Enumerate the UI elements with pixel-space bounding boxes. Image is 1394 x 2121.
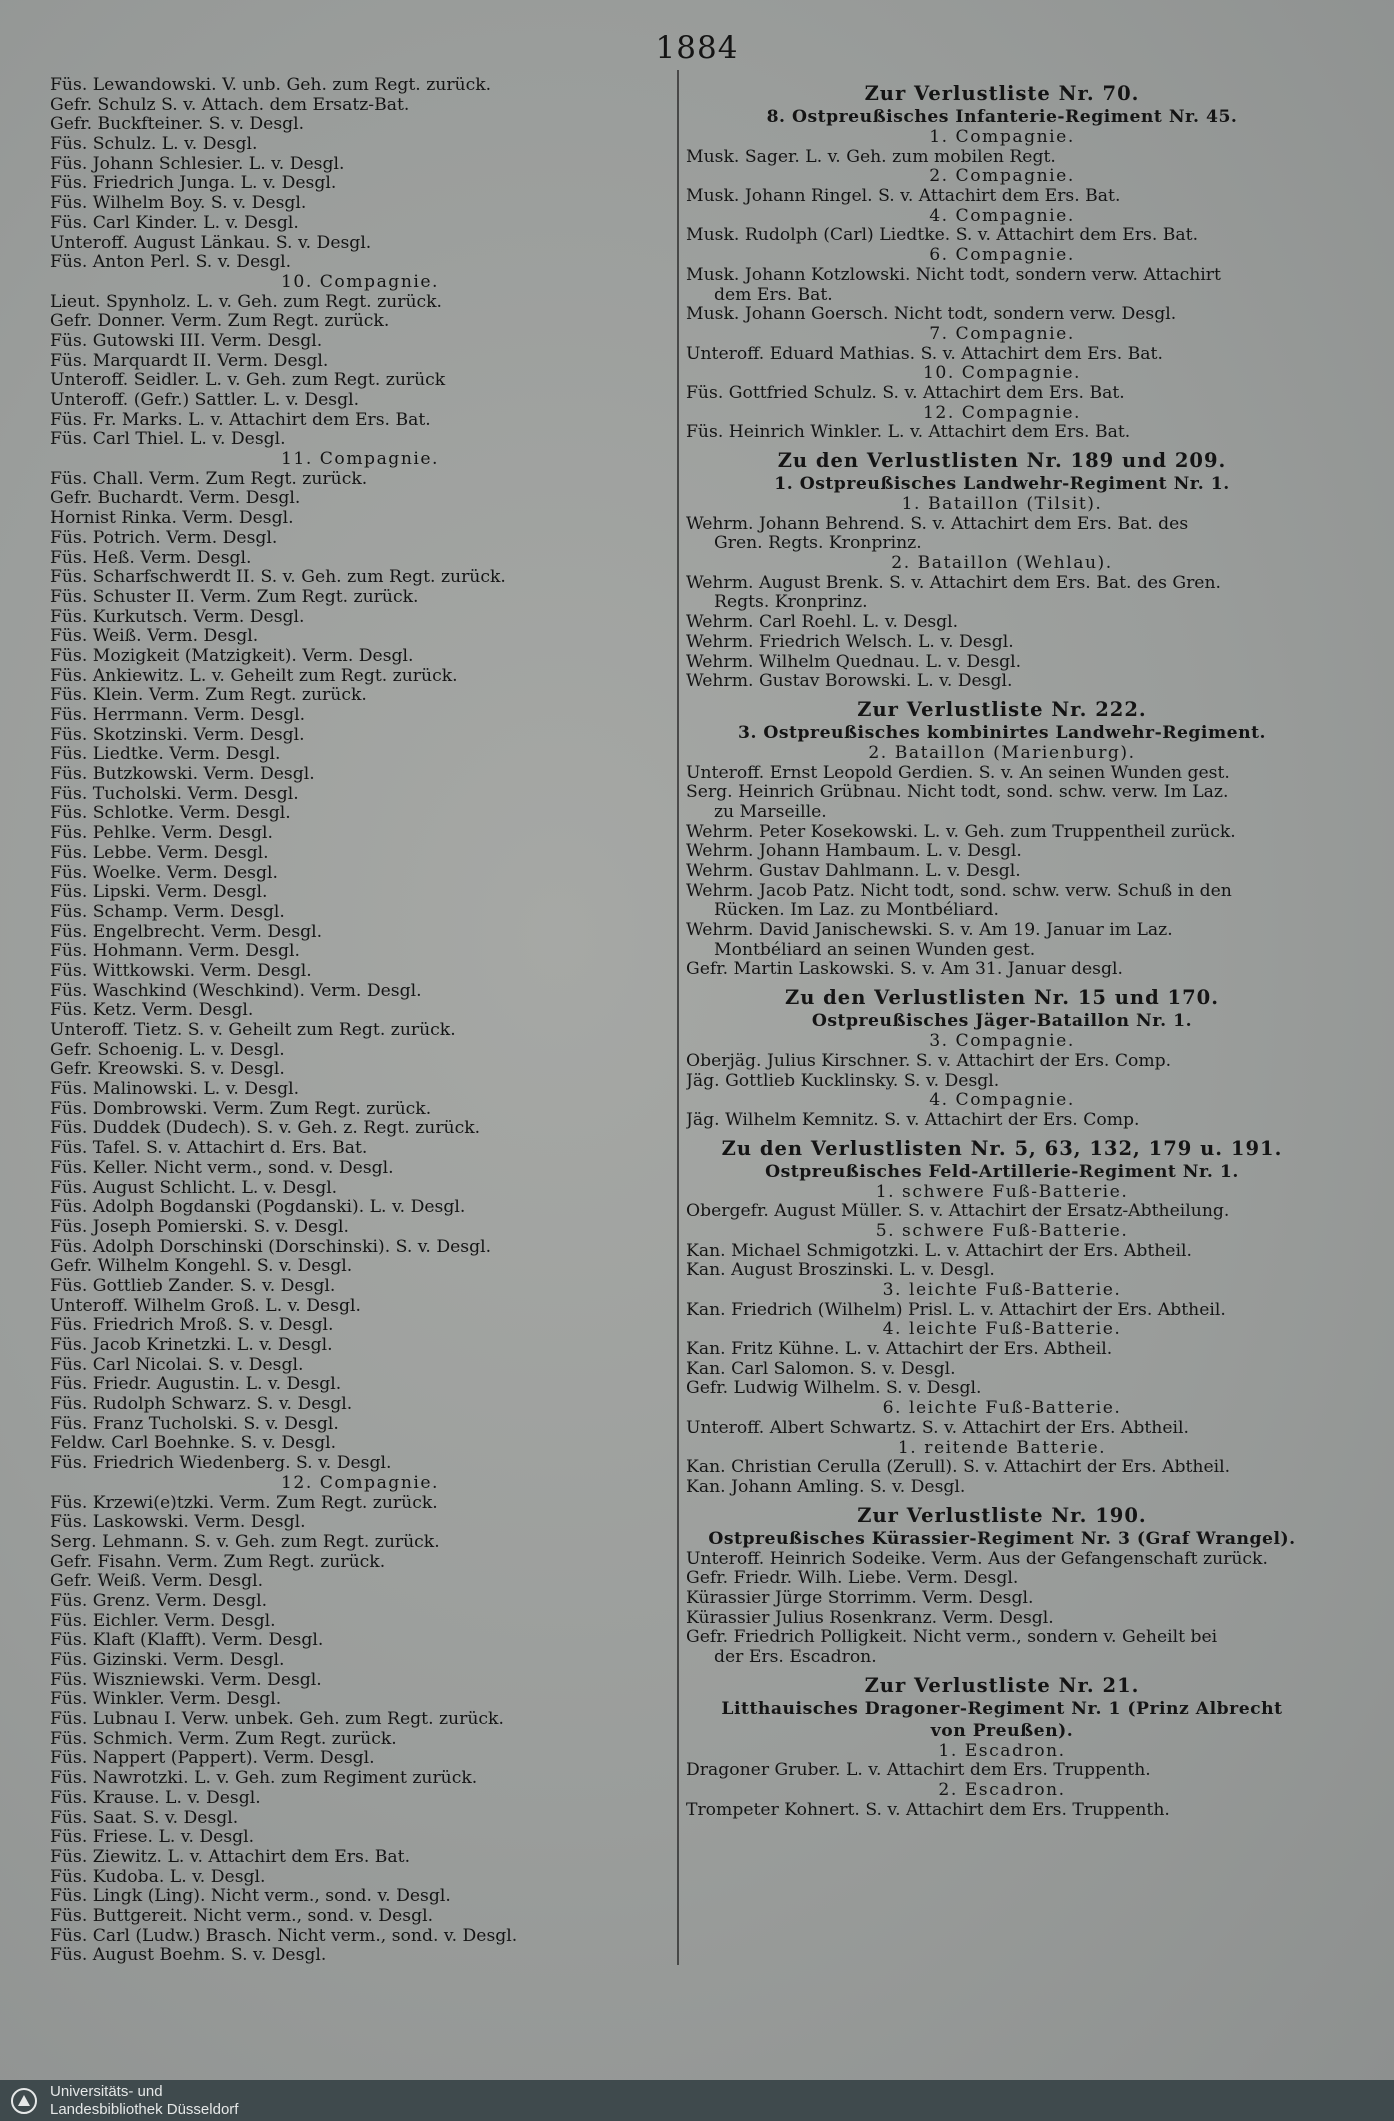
footer-library-name <box>50 2083 238 2119</box>
casualty-entry: Füs. Woelke. Verm. Desgl. <box>50 863 278 883</box>
casualty-entry: Füs. Heß. Verm. Desgl. <box>50 548 252 568</box>
casualty-entry: Füs. Dombrowski. Verm. Zum Regt. zurück. <box>50 1099 432 1119</box>
casualty-entry: Füs. Ketz. Verm. Desgl. <box>50 1001 254 1021</box>
unit-heading: 6. Compagnie. <box>929 246 1075 266</box>
unit-heading: 3. leichte Fuß-Batterie. <box>882 1281 1122 1300</box>
casualty-entry: Musk. Johann Ringel. S. v. Attachirt dem Ers. Bat. <box>686 187 1121 207</box>
casualty-entry: Wehrm. Wilhelm Quednau. L. v. Desgl. <box>686 652 1022 672</box>
casualty-entry: Füs. Skotzinski. Verm. Desgl. <box>50 725 305 745</box>
casualty-entry: Füs. Kurkutsch. Verm. Desgl. <box>50 607 305 627</box>
casualty-entry: Füs. Joseph Pomierski. S. v. Desgl. <box>50 1217 349 1237</box>
casualty-entry: Füs. Friedr. Augustin. L. v. Desgl. <box>50 1375 342 1395</box>
casualty-entry: Füs. Buttgereit. Nicht verm., sond. v. Desgl. <box>50 1906 434 1926</box>
casualty-entry: Füs. Schmich. Verm. Zum Regt. zurück. <box>50 1729 397 1749</box>
footer-line-1: Universitäts- und <box>50 2083 163 2100</box>
casualty-entry: Wehrm. Jacob Patz. Nicht todt, sond. schw. verw. Schuß in den <box>686 881 1232 901</box>
casualty-entry: Füs. Krause. L. v. Desgl. <box>50 1788 261 1808</box>
entry-continuation: der Ers. Escadron. <box>714 1648 877 1667</box>
casualty-entry: Gefr. Weiß. Verm. Desgl. <box>50 1572 264 1592</box>
casualty-entry: Jäg. Gottlieb Kucklinsky. S. v. Desgl. <box>686 1071 1000 1091</box>
casualty-entry: Füs. Wittkowski. Verm. Desgl. <box>50 961 312 981</box>
casualty-entry: Wehrm. Gustav Dahlmann. L. v. Desgl. <box>686 862 1021 881</box>
casualty-entry: Oberjäg. Julius Kirschner. S. v. Attachirt der Ers. Comp. <box>686 1051 1172 1071</box>
casualty-entry: Füs. Wilhelm Boy. S. v. Desgl. <box>50 194 307 214</box>
casualty-entry: Kan. Johann Amling. S. v. Desgl. <box>686 1477 966 1497</box>
regiment-heading: von Preußen). <box>930 1720 1074 1741</box>
list-reference-heading: Zur Verlustliste Nr. 21. <box>864 1673 1140 1697</box>
casualty-entry: Kürassier Jürge Storrimm. Verm. Desgl. <box>686 1588 1034 1608</box>
casualty-entry: Musk. Rudolph (Carl) Liedtke. S. v. Attachirt dem Ers. Bat. <box>686 226 1199 246</box>
casualty-entry: Füs. August Boehm. S. v. Desgl. <box>50 1946 327 1966</box>
casualty-entry: Gefr. Buckfteiner. S. v. Desgl. <box>50 115 305 135</box>
unit-heading: 2. Bataillon (Wehlau). <box>891 554 1113 574</box>
casualty-entry: Füs. Ziewitz. L. v. Attachirt dem Ers. Bat. <box>50 1847 411 1867</box>
unit-heading: 1. Bataillon (Tilsit). <box>901 495 1103 514</box>
casualty-entry: Unteroff. August Länkau. S. v. Desgl. <box>50 233 372 253</box>
unit-heading: 3. Compagnie. <box>929 1032 1075 1052</box>
unit-heading: 4. Compagnie. <box>929 206 1075 226</box>
list-reference-heading: Zur Verlustliste Nr. 190. <box>857 1503 1147 1527</box>
unit-heading: 2. Compagnie. <box>929 167 1075 187</box>
regiment-heading: Ostpreußisches Feld-Artillerie-Regiment Nr. 1. <box>765 1161 1239 1182</box>
unit-heading: 2. Escadron. <box>938 1781 1066 1801</box>
casualty-entry: Füs. Kudoba. L. v. Desgl. <box>50 1867 266 1887</box>
page-number: 1884 <box>655 30 739 66</box>
casualty-entry: Füs. Liedtke. Verm. Desgl. <box>50 745 281 765</box>
list-reference-heading: Zu den Verlustlisten Nr. 15 und 170. <box>784 986 1220 1010</box>
unit-heading: 4. Compagnie. <box>929 1091 1075 1111</box>
casualty-entry: Gefr. Friedrich Polligkeit. Nicht verm., sondern v. Geheilt bei <box>686 1628 1218 1648</box>
casualty-entry: Füs. Wiszniewski. Verm. Desgl. <box>50 1670 322 1690</box>
casualty-entry: Füs. Jacob Krinetzki. L. v. Desgl. <box>50 1336 333 1355</box>
casualty-entry: Füs. Carl (Ludw.) Brasch. Nicht verm., sond. v. Desgl. <box>50 1926 518 1946</box>
casualty-entry: Wehrm. Peter Kosekowski. L. v. Geh. zum Truppentheil zurück. <box>686 822 1236 842</box>
casualty-entry: Serg. Lehmann. S. v. Geh. zum Regt. zurück. <box>50 1532 440 1552</box>
casualty-entry: Füs. Engelbrecht. Verm. Desgl. <box>50 922 323 942</box>
casualty-entry: Unteroff. Eduard Mathias. S. v. Attachirt dem Ers. Bat. <box>686 344 1163 364</box>
casualty-entry: Füs. Rudolph Schwarz. S. v. Desgl. <box>50 1395 353 1415</box>
casualty-entry: Gefr. Martin Laskowski. S. v. Am 31. Januar desgl. <box>686 960 1123 980</box>
casualty-entry: Musk. Johann Kotzlowski. Nicht todt, sondern verw. Attachirt <box>686 265 1221 285</box>
unit-heading: 10. Compagnie. <box>922 364 1082 384</box>
casualty-entry: Füs. Nawrotzki. L. v. Geh. zum Regiment zurück. <box>50 1769 478 1789</box>
casualty-entry: Füs. Fr. Marks. L. v. Attachirt dem Ers. Bat. <box>50 410 431 430</box>
casualty-entry: Kan. Michael Schmigotzki. L. v. Attachirt der Ers. Abtheil. <box>686 1241 1192 1261</box>
entry-continuation: Rücken. Im Laz. zu Montbéliard. <box>714 901 1000 921</box>
casualty-entry: Unteroff. Albert Schwartz. S. v. Attachirt der Ers. Abtheil. <box>686 1418 1189 1438</box>
casualty-entry: Obergefr. August Müller. S. v. Attachirt der Ersatz-Abtheilung. <box>686 1202 1230 1222</box>
casualty-entry: Füs. Herrmann. Verm. Desgl. <box>50 706 306 725</box>
regiment-heading: 8. Ostpreußisches Infanterie-Regiment Nr. 45. <box>766 107 1238 127</box>
casualty-entry: Füs. Johann Schlesier. L. v. Desgl. <box>50 154 345 174</box>
casualty-entry: Unteroff. Wilhelm Groß. L. v. Desgl. <box>50 1296 361 1316</box>
casualty-entry: Füs. Friese. L. v. Desgl. <box>50 1828 255 1848</box>
casualty-entry: Füs. Saat. S. v. Desgl. <box>50 1808 239 1828</box>
casualty-entry: Jäg. Wilhelm Kemnitz. S. v. Attachirt der Ers. Comp. <box>686 1110 1140 1130</box>
unit-heading: 6. leichte Fuß-Batterie. <box>882 1399 1122 1419</box>
casualty-entry: Gefr. Kreowski. S. v. Desgl. <box>50 1060 285 1080</box>
casualty-entry: Wehrm. Johann Hambaum. L. v. Desgl. <box>686 842 1022 862</box>
casualty-entry: Füs. Potrich. Verm. Desgl. <box>50 528 278 548</box>
casualty-entry: Füs. Schlotke. Verm. Desgl. <box>50 804 291 824</box>
casualty-entry: Füs. Gottfried Schulz. S. v. Attachirt dem Ers. Bat. <box>686 383 1125 403</box>
casualty-entry: Füs. Duddek (Dudech). S. v. Geh. z. Regt. zurück. <box>50 1119 481 1139</box>
casualty-entry: Wehrm. Friedrich Welsch. L. v. Desgl. <box>686 632 1014 652</box>
casualty-entry: Füs. Mozigkeit (Matzigkeit). Verm. Desgl. <box>50 646 414 666</box>
casualty-entry: Füs. Grenz. Verm. Desgl. <box>50 1591 268 1611</box>
entry-continuation: zu Marseille. <box>714 802 827 822</box>
casualty-entry: Füs. Friedrich Wiedenberg. S. v. Desgl. <box>50 1454 392 1474</box>
casualty-entry: Füs. Schuster II. Verm. Zum Regt. zurück. <box>50 587 419 607</box>
casualty-entry: Füs. Anton Perl. S. v. Desgl. <box>50 253 292 273</box>
casualty-entry: Kürassier Julius Rosenkranz. Verm. Desgl. <box>686 1608 1054 1628</box>
casualty-entry: Unteroff. (Gefr.) Sattler. L. v. Desgl. <box>50 391 360 410</box>
casualty-entry: Gefr. Schulz S. v. Attach. dem Ersatz-Bat. <box>50 95 410 115</box>
casualty-entry: Kan. Christian Cerulla (Zerull). S. v. Attachirt der Ers. Abtheil. <box>686 1458 1231 1478</box>
casualty-entry: Füs. Winkler. Verm. Desgl. <box>50 1690 282 1710</box>
entry-continuation: Montbéliard an seinen Wunden gest. <box>714 940 1036 960</box>
casualty-entry: Füs. Krzewi(e)tzki. Verm. Zum Regt. zurück. <box>50 1493 438 1513</box>
unit-heading: 2. Bataillon (Marienburg). <box>868 743 1136 763</box>
casualty-entry: Füs. Lubnau I. Verw. unbek. Geh. zum Regt. zurück. <box>50 1710 504 1730</box>
entry-continuation: Gren. Regts. Kronprinz. <box>714 534 922 554</box>
casualty-entry: Füs. Gottlieb Zander. S. v. Desgl. <box>50 1276 336 1296</box>
casualty-entry: Füs. Klaft (Klafft). Verm. Desgl. <box>50 1631 324 1651</box>
casualty-entry: Hornist Rinka. Verm. Desgl. <box>50 509 294 529</box>
casualty-entry: Unteroff. Ernst Leopold Gerdien. S. v. An seinen Wunden gest. <box>686 763 1230 783</box>
casualty-entry: Füs. Tucholski. Verm. Desgl. <box>50 784 299 804</box>
footer-bar <box>0 2080 1394 2121</box>
right-column <box>686 76 1318 1820</box>
casualty-entry: Füs. Marquardt II. Verm. Desgl. <box>50 351 329 371</box>
footer-line-2: Landesbibliothek Düsseldorf <box>50 2101 239 2118</box>
unit-heading: 1. reitende Batterie. <box>897 1438 1107 1458</box>
casualty-entry: Füs. Pehlke. Verm. Desgl. <box>50 824 273 844</box>
library-logo-icon <box>10 2087 38 2115</box>
casualty-entry: Füs. Lebbe. Verm. Desgl. <box>50 843 269 863</box>
casualty-entry: Füs. Schamp. Verm. Desgl. <box>50 902 285 922</box>
casualty-entry: Dragoner Gruber. L. v. Attachirt dem Ers. Truppenth. <box>686 1761 1151 1781</box>
casualty-entry: Gefr. Wilhelm Kongehl. S. v. Desgl. <box>50 1257 353 1277</box>
casualty-entry: Füs. Eichler. Verm. Desgl. <box>50 1611 276 1631</box>
casualty-entry: Wehrm. August Brenk. S. v. Attachirt dem Ers. Bat. des Gren. <box>686 573 1222 593</box>
casualty-entry: Gefr. Buchardt. Verm. Desgl. <box>50 489 301 509</box>
casualty-entry: Füs. Scharfschwerdt II. S. v. Geh. zum Regt. zurück. <box>50 568 506 588</box>
entry-continuation: dem Ers. Bat. <box>714 285 833 305</box>
regiment-heading: 3. Ostpreußisches kombinirtes Landwehr-Regiment. <box>737 722 1267 743</box>
casualty-entry: Wehrm. Johann Behrend. S. v. Attachirt dem Ers. Bat. des <box>686 514 1189 534</box>
casualty-entry: Kan. August Broszinski. L. v. Desgl. <box>686 1261 995 1281</box>
unit-heading: 1. Compagnie. <box>929 128 1075 147</box>
casualty-entry: Gefr. Ludwig Wilhelm. S. v. Desgl. <box>686 1379 982 1399</box>
casualty-entry: Unteroff. Tietz. S. v. Geheilt zum Regt. zurück. <box>50 1021 456 1040</box>
casualty-entry: Füs. Malinowski. L. v. Desgl. <box>50 1080 300 1100</box>
casualty-entry: Wehrm. Gustav Borowski. L. v. Desgl. <box>686 672 1013 692</box>
casualty-entry: Kan. Fritz Kühne. L. v. Attachirt der Ers. Abtheil. <box>686 1340 1113 1360</box>
casualty-entry: Füs. Lingk (Ling). Nicht verm., sond. v. Desgl. <box>50 1887 451 1907</box>
column-divider <box>677 70 679 1965</box>
casualty-entry: Gefr. Fisahn. Verm. Zum Regt. zurück. <box>50 1552 386 1572</box>
unit-heading: 7. Compagnie. <box>929 324 1075 344</box>
unit-heading: 1. schwere Fuß-Batterie. <box>875 1182 1129 1202</box>
unit-heading: 12. Compagnie. <box>922 403 1082 423</box>
casualty-entry: Füs. Lewandowski. V. unb. Geh. zum Regt. zurück. <box>50 76 492 95</box>
casualty-entry: Füs. Heinrich Winkler. L. v. Attachirt dem Ers. Bat. <box>686 423 1131 443</box>
casualty-entry: Füs. Gutowski III. Verm. Desgl. <box>50 331 323 351</box>
list-reference-heading: Zu den Verlustlisten Nr. 189 und 209. <box>777 449 1227 472</box>
casualty-entry: Füs. Friedrich Mroß. S. v. Desgl. <box>50 1316 334 1336</box>
casualty-entry: Füs. Keller. Nicht verm., sond. v. Desgl. <box>50 1158 394 1178</box>
casualty-entry: Füs. Carl Nicolai. S. v. Desgl. <box>50 1355 304 1375</box>
casualty-entry: Füs. Chall. Verm. Zum Regt. zurück. <box>50 469 368 489</box>
left-column <box>50 76 670 1966</box>
casualty-entry: Füs. Carl Kinder. L. v. Desgl. <box>50 213 299 233</box>
casualty-entry: Kan. Carl Salomon. S. v. Desgl. <box>686 1359 956 1379</box>
casualty-entry: Serg. Heinrich Grübnau. Nicht todt, sond. schw. verw. Im Laz. <box>686 783 1229 803</box>
casualty-entry: Füs. Waschkind (Weschkind). Verm. Desgl. <box>50 981 422 1001</box>
casualty-entry: Füs. Weiß. Verm. Desgl. <box>50 627 259 647</box>
regiment-heading: Litthauisches Dragoner-Regiment Nr. 1 (Prinz Albrecht <box>721 1698 1283 1719</box>
casualty-entry: Füs. Laskowski. Verm. Desgl. <box>50 1513 306 1533</box>
company-heading: 12. Compagnie. <box>280 1473 440 1493</box>
casualty-entry: Füs. Schulz. L. v. Desgl. <box>50 135 258 155</box>
casualty-entry: Gefr. Donner. Verm. Zum Regt. zurück. <box>50 312 390 332</box>
casualty-entry: Unteroff. Heinrich Sodeike. Verm. Aus der Gefangenschaft zurück. <box>686 1549 1268 1569</box>
casualty-entry: Füs. Tafel. S. v. Attachirt d. Ers. Bat. <box>50 1139 368 1159</box>
company-heading: 11. Compagnie. <box>280 450 440 470</box>
casualty-entry: Füs. Nappert (Pappert). Verm. Desgl. <box>50 1749 375 1769</box>
list-reference-heading: Zur Verlustliste Nr. 70. <box>864 82 1140 105</box>
casualty-entry: Füs. Ankiewitz. L. v. Geheilt zum Regt. zurück. <box>50 666 458 686</box>
casualty-entry: Lieut. Spynholz. L. v. Geh. zum Regt. zurück. <box>50 292 443 312</box>
casualty-entry: Musk. Sager. L. v. Geh. zum mobilen Regt. <box>686 147 1056 167</box>
casualty-entry: Füs. Carl Thiel. L. v. Desgl. <box>50 430 286 450</box>
unit-heading: 5. schwere Fuß-Batterie. <box>875 1221 1129 1241</box>
casualty-entry: Füs. Butzkowski. Verm. Desgl. <box>50 765 315 785</box>
unit-heading: 4. leichte Fuß-Batterie. <box>882 1320 1122 1340</box>
list-reference-heading: Zu den Verlustlisten Nr. 5, 63, 132, 179 u. 191. <box>721 1136 1283 1160</box>
casualty-entry: Kan. Friedrich (Wilhelm) Prisl. L. v. Attachirt der Ers. Abtheil. <box>686 1300 1226 1320</box>
casualty-entry: Füs. Franz Tucholski. S. v. Desgl. <box>50 1414 339 1434</box>
list-reference-heading: Zur Verlustliste Nr. 222. <box>857 697 1147 721</box>
casualty-entry: Füs. Adolph Dorschinski (Dorschinski). S. v. Desgl. <box>50 1237 492 1257</box>
casualty-entry: Füs. Friedrich Junga. L. v. Desgl. <box>50 174 337 194</box>
casualty-entry: Trompeter Kohnert. S. v. Attachirt dem Ers. Truppenth. <box>686 1800 1170 1820</box>
casualty-entry: Feldw. Carl Boehnke. S. v. Desgl. <box>50 1434 337 1454</box>
regiment-heading: Ostpreußisches Jäger-Bataillon Nr. 1. <box>811 1011 1193 1032</box>
casualty-entry: Gefr. Friedr. Wilh. Liebe. Verm. Desgl. <box>686 1569 1019 1589</box>
casualty-entry: Füs. August Schlicht. L. v. Desgl. <box>50 1178 338 1198</box>
regiment-heading: 1. Ostpreußisches Landwehr-Regiment Nr. 1. <box>774 474 1230 494</box>
casualty-entry: Füs. Lipski. Verm. Desgl. <box>50 883 268 903</box>
unit-heading: 1. Escadron. <box>938 1741 1066 1761</box>
casualty-entry: Unteroff. Seidler. L. v. Geh. zum Regt. zurück <box>50 371 446 391</box>
casualty-entry: Füs. Klein. Verm. Zum Regt. zurück. <box>50 686 367 706</box>
casualty-entry: Gefr. Schoenig. L. v. Desgl. <box>50 1040 285 1060</box>
casualty-entry: Füs. Adolph Bogdanski (Pogdanski). L. v. Desgl. <box>50 1198 466 1218</box>
regiment-heading: Ostpreußisches Kürassier-Regiment Nr. 3 (Graf Wrangel). <box>708 1528 1296 1549</box>
casualty-entry: Musk. Johann Goersch. Nicht todt, sondern verw. Desgl. <box>686 305 1177 325</box>
entry-continuation: Regts. Kronprinz. <box>714 593 868 613</box>
casualty-entry: Füs. Gizinski. Verm. Desgl. <box>50 1651 285 1670</box>
casualty-entry: Füs. Hohmann. Verm. Desgl. <box>50 942 300 962</box>
company-heading: 10. Compagnie. <box>280 272 440 292</box>
casualty-entry: Wehrm. David Janischewski. S. v. Am 19. Januar im Laz. <box>686 921 1173 941</box>
casualty-entry: Wehrm. Carl Roehl. L. v. Desgl. <box>686 613 959 633</box>
